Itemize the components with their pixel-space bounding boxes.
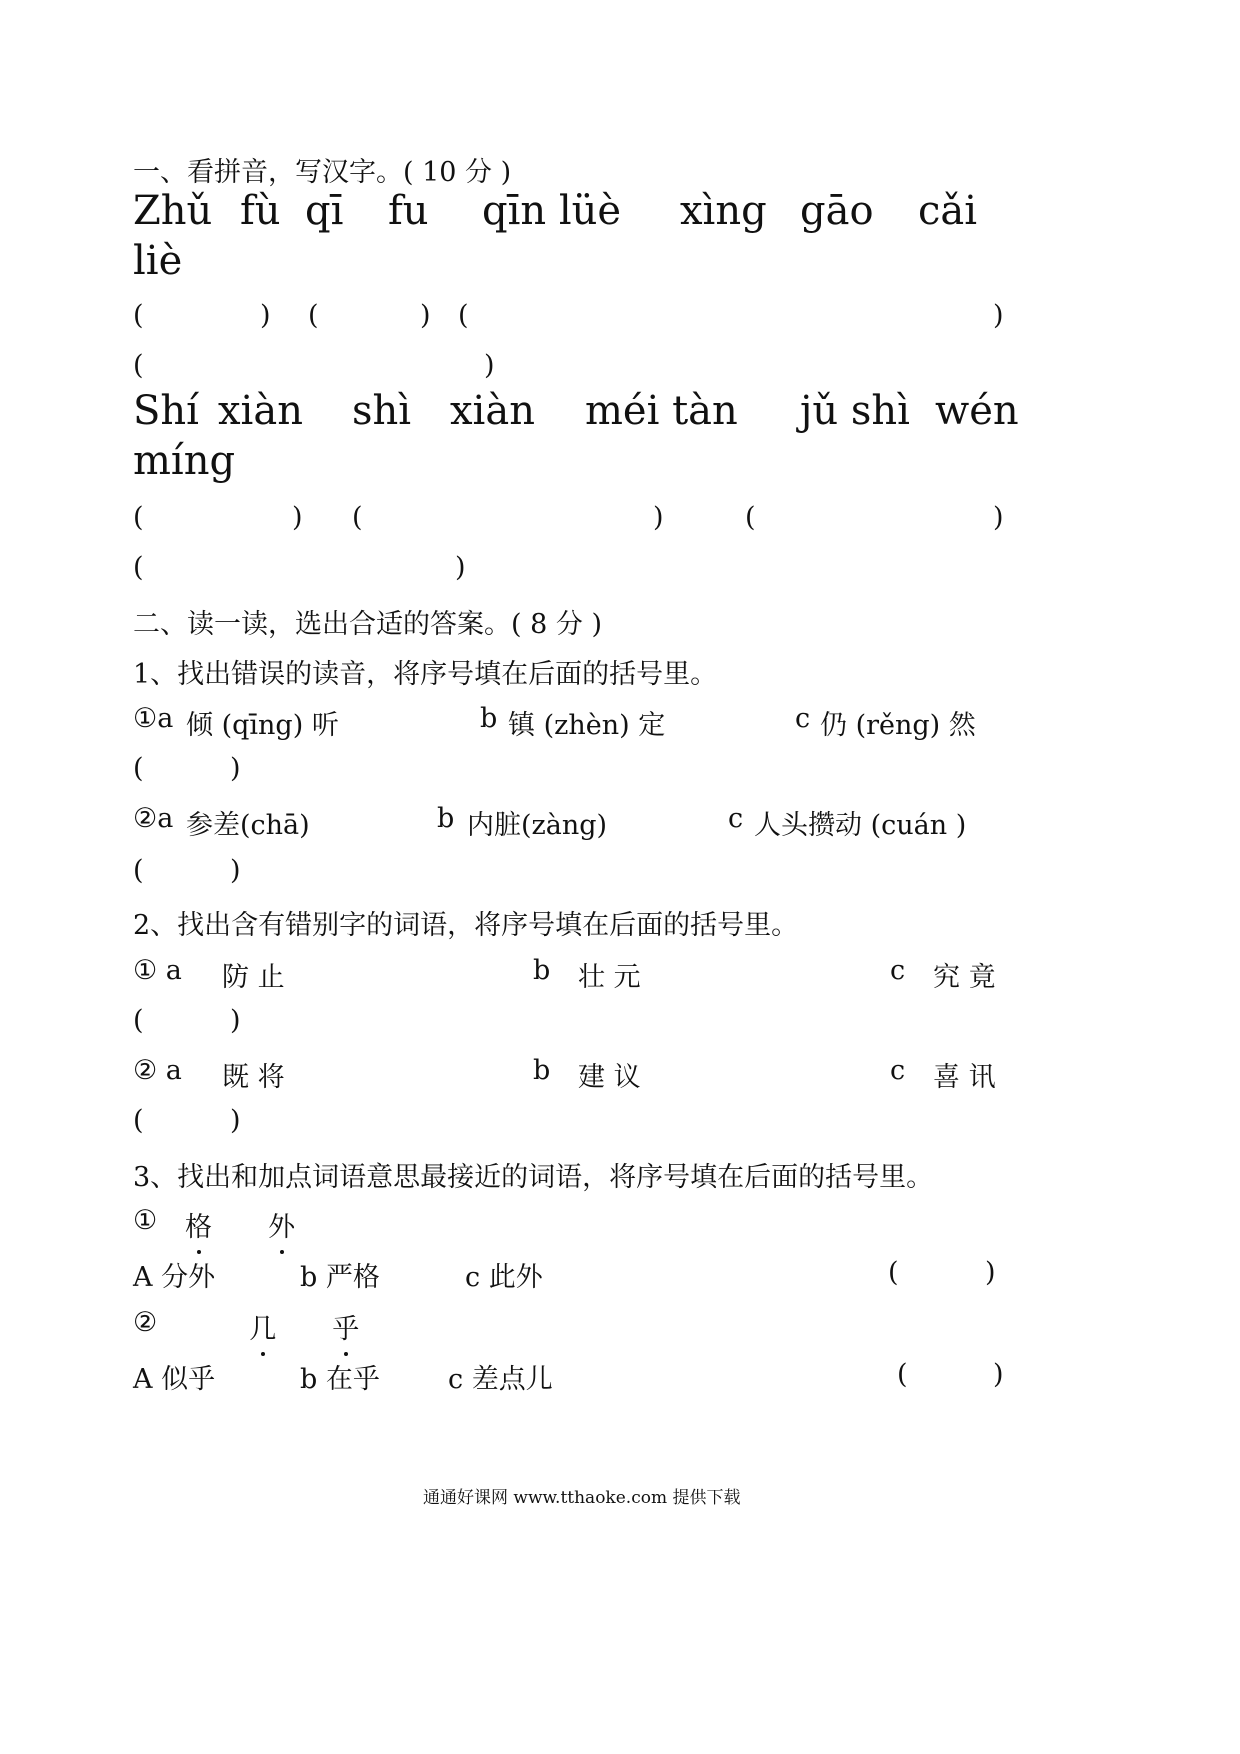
pinyin-6: xìng [680,188,767,234]
pinyin-15: jǔ shì [800,388,910,434]
answer-bracket-open: ( [133,300,144,331]
answer-bracket-open: ( [352,502,363,533]
answer-bracket-open: ( [458,300,469,331]
answer-bracket-open: ( [745,502,756,533]
answer-bracket-open: ( [133,502,144,533]
q1-item2-option-a: 参差(chā) [186,810,310,841]
q3-item1-num: ① [133,1205,158,1236]
answer-bracket-close: ) [455,552,466,583]
pinyin-4: fu [388,188,429,234]
pinyin-9: liè [133,238,183,284]
q1-item1-option-c-label: c [795,703,811,734]
answer-bracket-close: ) [230,855,241,886]
answer-bracket-open: ( [897,1359,908,1390]
q3-item2-dotted-char: 几 [249,1307,276,1346]
answer-bracket-open: ( [133,855,144,886]
q3-item2-option-a: A 似乎 [133,1364,216,1395]
q3-item1-dotted-char: 格 [185,1205,212,1244]
pinyin-17: míng [133,438,236,484]
answer-bracket-open: ( [133,1005,144,1036]
q1-item1-option-b-label: b [480,703,498,734]
answer-bracket-close: ) [993,300,1004,331]
q3-item1-option-a: A 分外 [133,1262,216,1293]
q3-item2-num: ② [133,1307,158,1338]
pinyin-11: xiàn [218,388,303,434]
answer-bracket-close: ) [292,502,303,533]
section1-title: 一、看拼音，写汉字。( 10 分 ) [133,157,512,188]
q1-item2-option-b: 内脏(zàng) [467,810,608,841]
q2-item1-option-b: 壮 元 [578,962,641,993]
q2-item1-num: ① a [133,955,182,986]
q3-item2-dotted-char: 乎 [332,1307,359,1346]
answer-bracket-close: ) [230,1005,241,1036]
q2-item1-option-c: 究 竟 [933,962,996,993]
q2-item1-option-a: 防 止 [222,962,285,993]
q3-prompt: 3、找出和加点词语意思最接近的词语，将序号填在后面的括号里。 [133,1162,934,1193]
q3-item1-option-c: c 此外 [465,1262,543,1293]
pinyin-13: xiàn [450,388,535,434]
q1-item2-option-c-label: c [728,803,744,834]
answer-bracket-open: ( [133,753,144,784]
pinyin-8: cǎi [918,188,978,234]
q2-item1-option-c-label: c [890,955,906,986]
answer-bracket-open: ( [133,1105,144,1136]
q1-item2-option-c: 人头攒动 (cuán ) [754,810,967,841]
answer-bracket-open: ( [308,300,319,331]
pinyin-1: Zhǔ [133,188,213,234]
q2-item2-option-b: 建 议 [578,1062,641,1093]
pinyin-10: Shí [133,388,199,434]
answer-bracket-close: ) [230,1105,241,1136]
q3-item2-option-c: c 差点儿 [448,1364,553,1395]
q2-item2-option-a: 既 将 [222,1062,285,1093]
q2-item2-option-c: 喜 讯 [933,1062,996,1093]
q2-prompt: 2、找出含有错别字的词语，将序号填在后面的括号里。 [133,910,799,941]
q3-item1-dotted-char: 外 [268,1205,295,1244]
q2-item1-option-b-label: b [533,955,551,986]
answer-bracket-close: ) [260,300,271,331]
answer-bracket-open: ( [133,552,144,583]
answer-bracket-close: ) [230,753,241,784]
answer-bracket-close: ) [993,502,1004,533]
answer-bracket-close: ) [653,502,664,533]
pinyin-5: qīn lüè [482,188,622,234]
q3-item2-option-b: b 在乎 [300,1364,380,1395]
q1-item1-option-c: 仍 (rěng) 然 [820,710,976,741]
pinyin-3: qī [305,188,344,234]
answer-bracket-close: ) [484,350,495,381]
q1-item1-num: ①a [133,703,174,734]
q2-item2-option-c-label: c [890,1055,906,1086]
q1-item1-option-b: 镇 (zhèn) 定 [508,710,666,741]
pinyin-2: fù [240,188,281,234]
pinyin-12: shì [352,388,412,434]
answer-bracket-close: ) [993,1359,1004,1390]
pinyin-14: méi tàn [585,388,738,434]
pinyin-16: wén [935,388,1019,434]
answer-bracket-open: ( [133,350,144,381]
q1-item2-num: ②a [133,803,174,834]
answer-bracket-close: ) [985,1257,996,1288]
q1-prompt: 1、找出错误的读音，将序号填在后面的括号里。 [133,659,718,690]
section2-title: 二、读一读，选出合适的答案。( 8 分 ) [133,609,602,640]
q2-item2-option-b-label: b [533,1055,551,1086]
page-footer: 通通好课网 www.tthaoke.com 提供下载 [423,1488,741,1508]
q1-item2-option-b-label: b [437,803,455,834]
q1-item1-option-a: 倾 (qīng) 听 [186,710,339,741]
q2-item2-num: ② a [133,1055,182,1086]
q3-item1-option-b: b 严格 [300,1262,380,1293]
pinyin-7: gāo [800,188,874,234]
answer-bracket-close: ) [420,300,431,331]
answer-bracket-open: ( [888,1257,899,1288]
